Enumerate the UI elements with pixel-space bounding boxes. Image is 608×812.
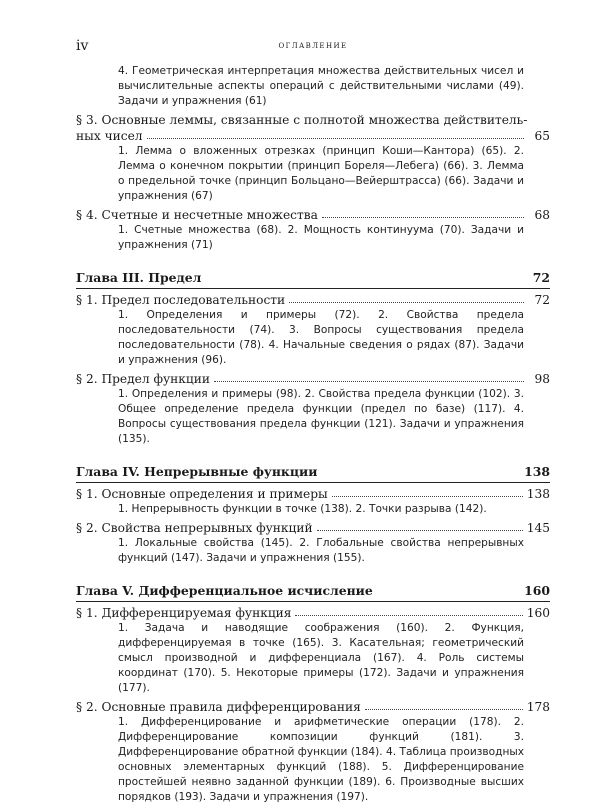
toc-subitems: 1. Определения и примеры (98). 2. Свойства предела функции (102). 3. Общее определение предела функции (предел по базе) (117). 4. Вопросы существования предела функции (121). Задачи и упражнения (135). [118,388,524,445]
section-page: 138 [526,487,550,501]
section-title: § 2. Основные правила дифференцирования 178 [76,700,550,714]
leader-dots [147,128,524,139]
chapter-page: 138 [524,464,550,479]
section-title-line2: ных чисел 65 [76,129,550,143]
chapter-rule [76,288,550,289]
toc-subitems: 1. Дифференцирование и арифметические операции (178). 2. Дифференцирование композиции функций (181). 3. Дифференцирование обратной функции (184). 4. Таблица производных основных элементарных функций (188). 5. Дифференцирование простейшей неявно заданной функции (189). 6. Производные высших порядков (193). Задачи и упражнения (197). [118,716,524,803]
leader-dots [317,520,523,531]
toc-section[interactable] [76,486,550,517]
section-page: 98 [534,372,550,386]
section-page: 72 [534,293,550,307]
section-page: 160 [526,606,550,620]
toc-subitems: 1. Счетные множества (68). 2. Мощность континуума (70). Задачи и упражнения (71) [118,224,524,251]
chapter-rule [76,482,550,483]
toc-section[interactable] [76,520,550,566]
section-title: § 2. Предел функции 98 [76,372,550,386]
section-page: 68 [534,208,550,222]
toc-subitems: 1. Определения и примеры (72). 2. Свойства предела последовательности (74). 3. Вопросы существования предела последовательности (78). 4. Начальные сведения о рядах (87). Задачи и упражнения (96). [118,309,524,366]
toc-content [76,64,550,805]
section-title: § 4. Счетные и несчетные множества 68 [76,208,550,222]
toc-subitems: 1. Непрерывность функции в точке (138). 2. Точки разрыва (142). [118,503,487,515]
section-title: § 2. Свойства непрерывных функций 145 [76,521,550,535]
leader-dots [365,699,523,710]
leader-dots [332,486,523,497]
section-title: § 1. Основные определения и примеры 138 [76,487,550,501]
toc-subitems: 1. Задача и наводящие соображения (160). 2. Функция, дифференцируемая в точке (165). 3. Касательная; геометрический смысл производной и дифференциала (167). 4. Роль системы координат (170). 5. Некоторые примеры (172). Задачи и упражнения (177). [118,622,524,694]
section-page: 145 [526,521,550,535]
section-title-line1: § 3. Основные леммы, связанные с полнотой множества действитель- [76,113,528,127]
toc-section[interactable] [76,207,550,253]
running-head: оглавление [278,40,348,51]
toc-subitems: 1. Лемма о вложенных отрезках (принцип Коши—Кантора) (65). 2. Лемма о конечном покрытии (принцип Бореля—Лебега) (66). 3. Лемма о предельной точке (принцип Больцано—Вейерштрасса) (66). Задачи и упражнения (67) [118,145,524,202]
section-page: 178 [526,700,550,714]
chapter-page: 72 [532,270,550,285]
chapter-heading[interactable]: Глава IV. Непрерывные функции 138 [76,464,550,479]
section-title: § 1. Предел последовательности 72 [76,293,550,307]
chapter-heading[interactable]: Глава III. Предел 72 [76,270,550,285]
toc-section[interactable] [76,371,550,447]
page-folio: iv [76,38,89,54]
toc-section[interactable] [76,699,550,805]
chapter-heading[interactable]: Глава V. Дифференциальное исчисление 160 [76,583,550,598]
toc-subitems: 4. Геометрическая интерпретация множества действительных чисел и вычислительные аспекты операций с действительными числами (49). Задачи и упражнения (61) [118,65,524,107]
leader-dots [289,292,524,303]
section-title: § 1. Дифференцируемая функция 160 [76,606,550,620]
toc-section[interactable] [76,112,550,204]
chapter-rule [76,601,550,602]
leader-dots [295,605,522,616]
leader-dots [322,207,524,218]
chapter-page: 160 [524,583,550,598]
page-header [76,38,550,54]
toc-section[interactable] [76,292,550,368]
leader-dots [214,371,524,382]
section-page: 65 [534,129,550,143]
toc-subitems: 1. Локальные свойства (145). 2. Глобальные свойства непрерывных функций (147). Задачи и упражнения (155). [118,537,524,564]
toc-section[interactable] [76,605,550,696]
